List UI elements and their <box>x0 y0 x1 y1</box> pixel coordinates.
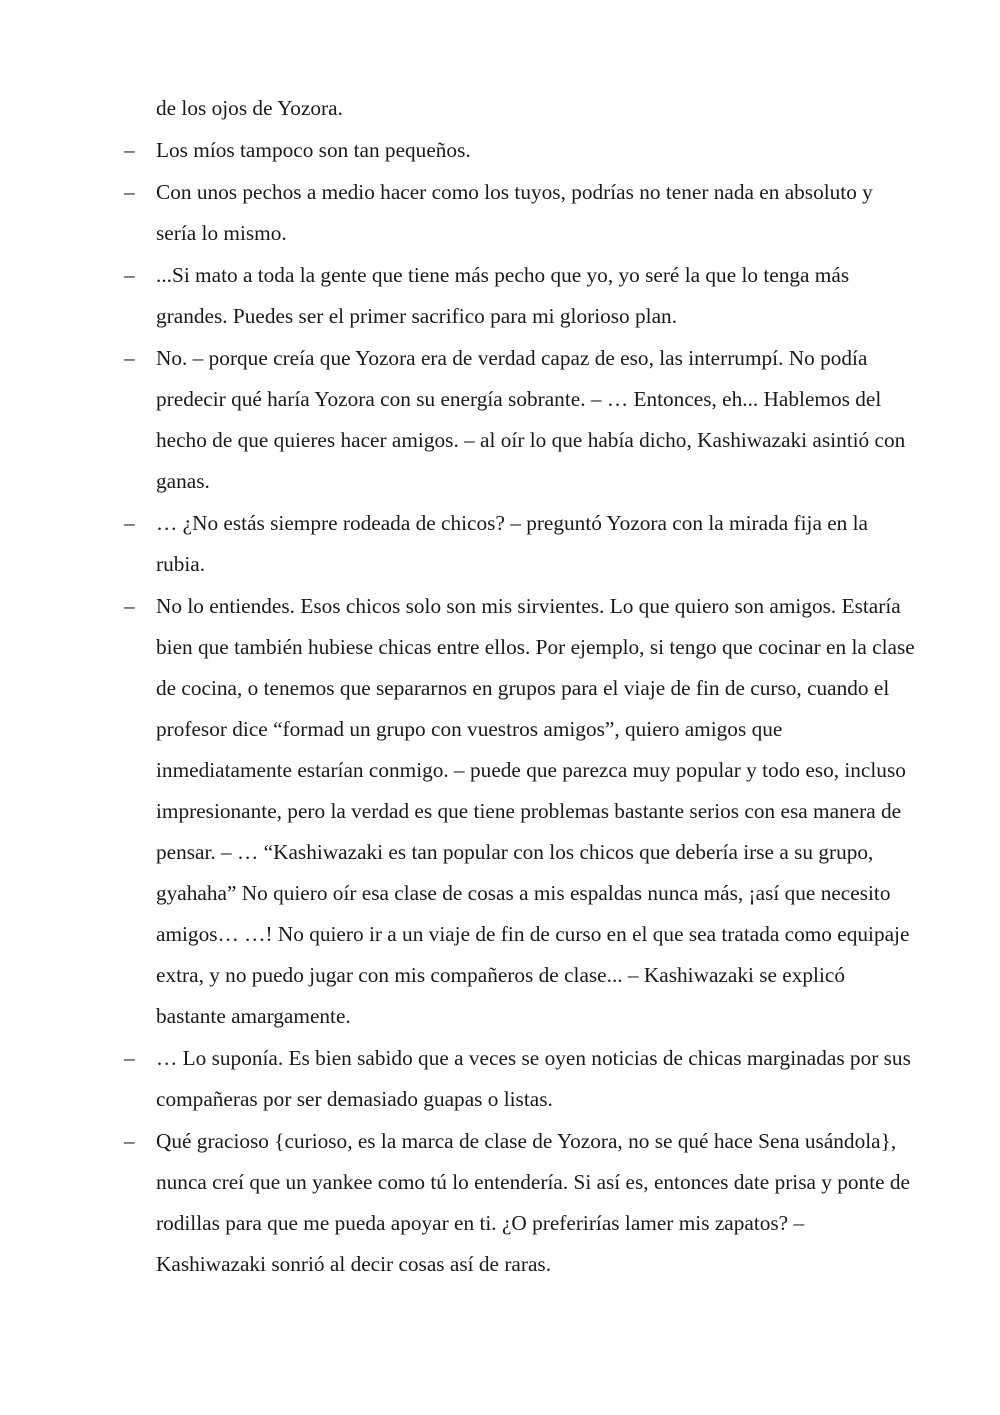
dialogue-dash: – <box>124 138 135 162</box>
document-page <box>0 88 1000 1286</box>
dialogue-dash: – <box>124 511 135 535</box>
paragraph-text: Con unos pechos a medio hacer como los tuyos, podrías no tener nada en absoluto y sería lo mismo. <box>156 180 873 245</box>
dialogue-dash: – <box>124 594 135 618</box>
paragraph-text: ...Si mato a toda la gente que tiene más pecho que yo, yo seré la que lo tenga más grandes. Puedes ser el primer sacrifico para mi glorioso plan. <box>156 263 850 328</box>
dialogue-dash: – <box>124 180 135 204</box>
dialogue-paragraph <box>124 1038 916 1120</box>
dialogue-dash: – <box>124 263 135 287</box>
dialogue-paragraph <box>124 255 916 337</box>
paragraph-text: Qué gracioso {curioso, es la marca de clase de Yozora, no se qué hace Sena usándola}, nunca creí que un yankee como tú lo entendería. Si así es, entonces date prisa y ponte de rodillas para que me pueda apoyar en ti. ¿O preferirías lamer mis zapatos? – Kashiwazaki sonrió al decir cosas así de raras. <box>156 1129 911 1276</box>
dialogue-paragraph <box>124 503 916 585</box>
dialogue-dash: – <box>124 346 135 370</box>
dialogue-paragraph <box>124 586 916 1037</box>
dialogue-paragraph <box>124 130 916 171</box>
paragraph-text: Los míos tampoco son tan pequeños. <box>156 138 471 162</box>
paragraph-text: de los ojos de Yozora. <box>156 96 343 120</box>
paragraph-text: … Lo suponía. Es bien sabido que a veces se oyen noticias de chicas marginadas por sus compañeras por ser demasiado guapas o listas. <box>156 1046 911 1111</box>
dialogue-paragraph <box>124 1121 916 1285</box>
paragraph-continuation <box>156 88 916 129</box>
paragraph-text: … ¿No estás siempre rodeada de chicos? – preguntó Yozora con la mirada fija en la rubia. <box>156 511 869 576</box>
paragraph-text: No lo entiendes. Esos chicos solo son mis sirvientes. Lo que quiero son amigos. Estaría bien que también hubiese chicas entre ellos. Por ejemplo, si tengo que cocinar en la clase de cocina, o tenemos que separarnos en grupos para el viaje de fin de curso, cuando el profesor dice “formad un grupo con vuestros amigos”, quiero amigos que inmediatamente estarían conmigo. – puede que parezca muy popular y todo eso, incluso impresionante, pero la verdad es que tiene problemas bastante serios con esa manera de pensar. – … “Kashiwazaki es tan popular con los chicos que debería irse a su grupo, gyahaha” No quiero oír esa clase de cosas a mis espaldas nunca más, ¡así que necesito amigos… …! No quiero ir a un viaje de fin de curso en el que sea tratada como equipaje extra, y no puedo jugar con mis compañeros de clase... – Kashiwazaki se explicó bastante amargamente. <box>156 594 915 1028</box>
paragraph-text: No. – porque creía que Yozora era de verdad capaz de eso, las interrumpí. No podía predecir qué haría Yozora con su energía sobrante. – … Entonces, eh... Hablemos del hecho de que quieres hacer amigos. – al oír lo que había dicho, Kashiwazaki asintió con ganas. <box>156 346 906 493</box>
dialogue-paragraph <box>124 172 916 254</box>
dialogue-paragraph <box>124 338 916 502</box>
dialogue-dash: – <box>124 1129 135 1153</box>
dialogue-dash: – <box>124 1046 135 1070</box>
